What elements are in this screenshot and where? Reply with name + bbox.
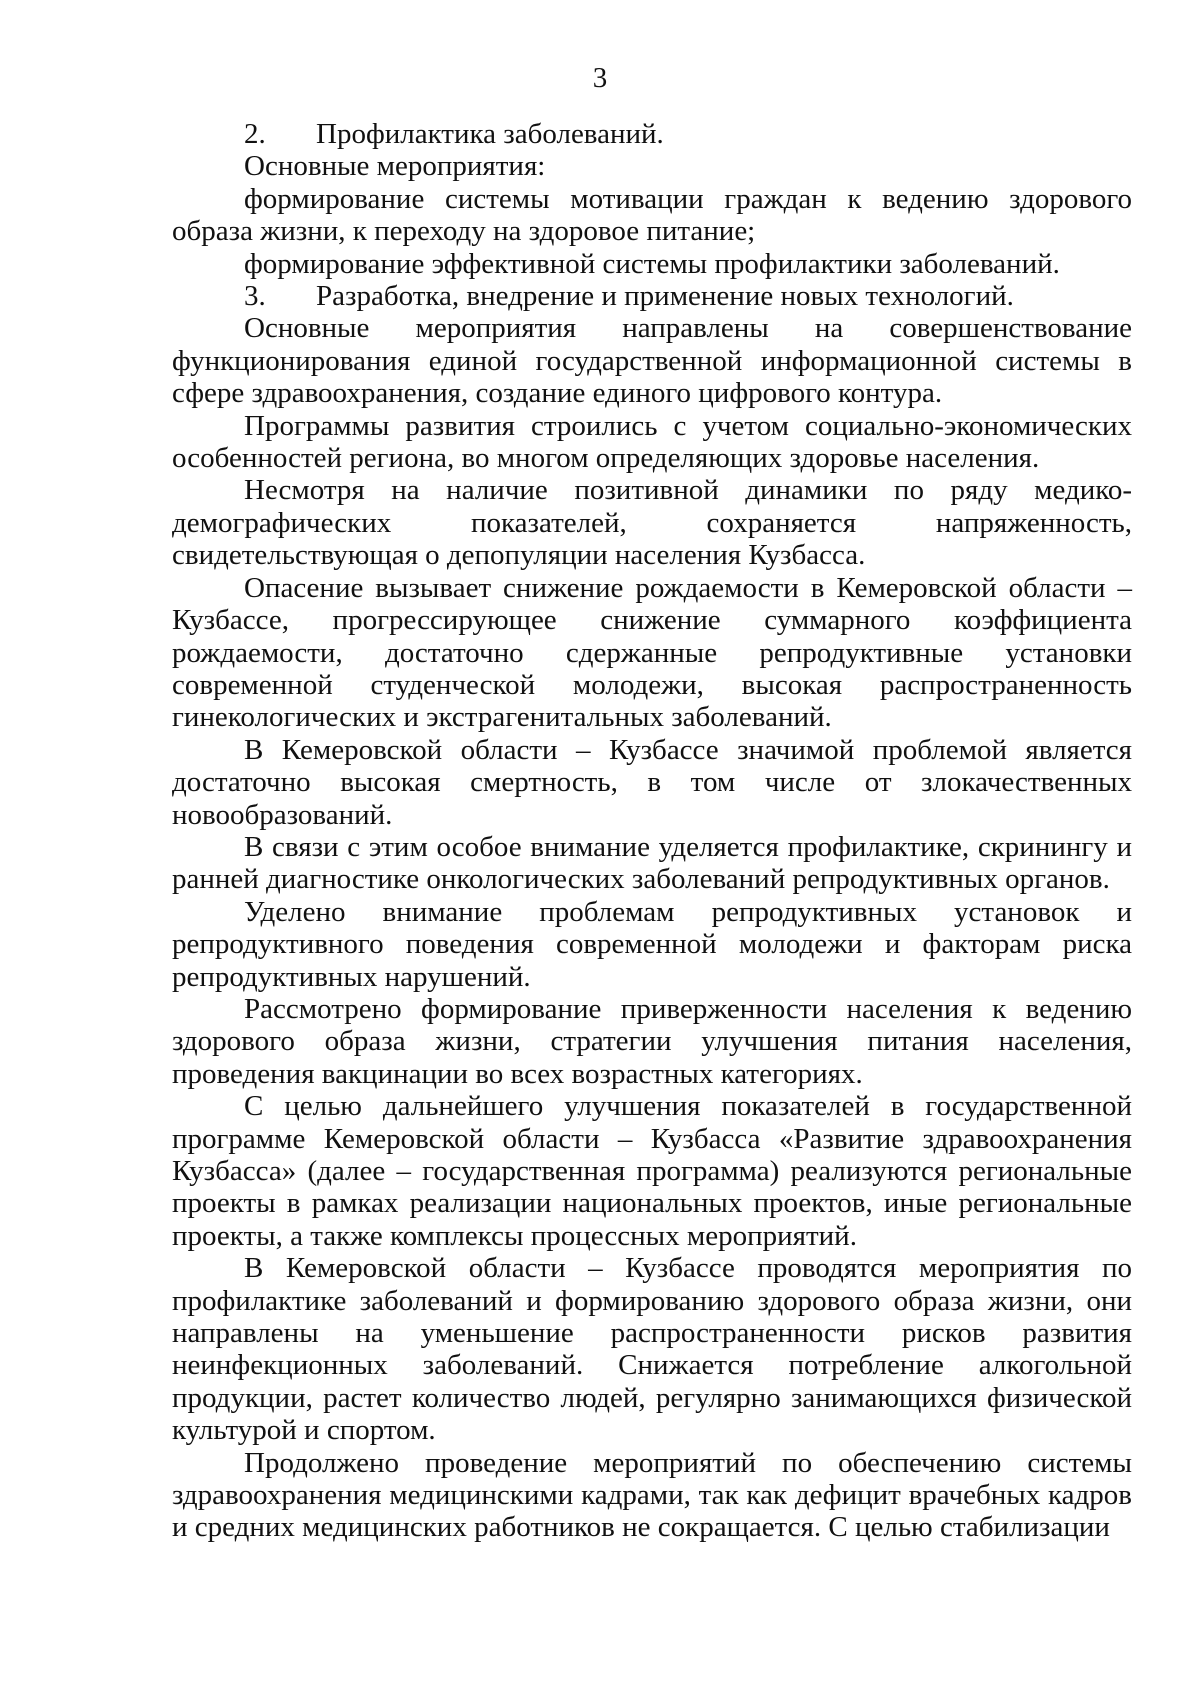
paragraph: Рассмотрено формирование приверженности населения к ведению здорового образа жизни, стратегии улучшения питания населения, проведения вакцинации во всех возрастных категориях. bbox=[172, 992, 1132, 1090]
paragraph: В Кемеровской области – Кузбассе проводятся мероприятия по профилактике заболеваний и формированию здорового образа жизни, они направлены на уменьшение распространенности рисков развития неинфекционных заболеваний. Снижается потребление алкогольной продукции, растет количество людей, регулярно занимающихся физической культурой и спортом. bbox=[172, 1252, 1132, 1447]
item-text: Разработка, внедрение и применение новых технологий. bbox=[316, 280, 1014, 313]
paragraph: формирование системы мотивации граждан к ведению здорового образа жизни, к переходу на здоровое питание; bbox=[172, 182, 1132, 248]
paragraph: С целью дальнейшего улучшения показателей в государственной программе Кемеровской области – Кузбасса «Развитие здравоохранения Кузбасса» (далее – государственная программа) реализуются региональные проекты в рамках реализации национальных проектов, иные региональные проекты, а также комплексы процессных мероприятий. bbox=[172, 1090, 1132, 1252]
item-text: Профилактика заболеваний. bbox=[316, 118, 664, 150]
numbered-heading bbox=[172, 280, 1132, 312]
page-number: 3 bbox=[592, 62, 608, 94]
paragraph: В связи с этим особое внимание уделяется профилактике, скринингу и ранней диагностике онкологических заболеваний репродуктивных органов. bbox=[172, 830, 1132, 896]
paragraph: В Кемеровской области – Кузбассе значимой проблемой является достаточно высокая смертность, в том числе от злокачественных новообразований. bbox=[172, 733, 1132, 831]
paragraph: Программы развития строились с учетом социально-экономических особенностей региона, во многом определяющих здоровье населения. bbox=[172, 409, 1132, 475]
item-number: 3. bbox=[244, 280, 266, 313]
document-body bbox=[172, 118, 1132, 1544]
paragraph: Основные мероприятия: bbox=[244, 150, 546, 183]
numbered-heading bbox=[172, 118, 1132, 150]
item-number: 2. bbox=[244, 118, 266, 150]
paragraph: Уделено внимание проблемам репродуктивных установок и репродуктивного поведения современной молодежи и факторам риска репродуктивных нарушений. bbox=[172, 895, 1132, 993]
paragraph: формирование эффективной системы профилактики заболеваний. bbox=[244, 247, 1060, 280]
paragraph: Опасение вызывает снижение рождаемости в Кемеровской области – Кузбассе, прогрессирующее снижение суммарного коэффициента рождаемости, достаточно сдержанные репродуктивные установки современной студенческой молодежи, высокая распространенность гинекологических и экстрагенитальных заболеваний. bbox=[172, 571, 1132, 734]
paragraph: Продолжено проведение мероприятий по обеспечению системы здравоохранения медицинскими кадрами, так как дефицит врачебных кадров и средних медицинских работников не сокращается. С целью стабилизации bbox=[172, 1446, 1132, 1544]
paragraph: Несмотря на наличие позитивной динамики по ряду медико-демографических показателей, сохраняется напряженность, свидетельствующая о депопуляции населения Кузбасса. bbox=[172, 474, 1132, 572]
paragraph: Основные мероприятия направлены на совершенствование функционирования единой государственной информационной системы в сфере здравоохранения, создание единого цифрового контура. bbox=[172, 312, 1132, 410]
